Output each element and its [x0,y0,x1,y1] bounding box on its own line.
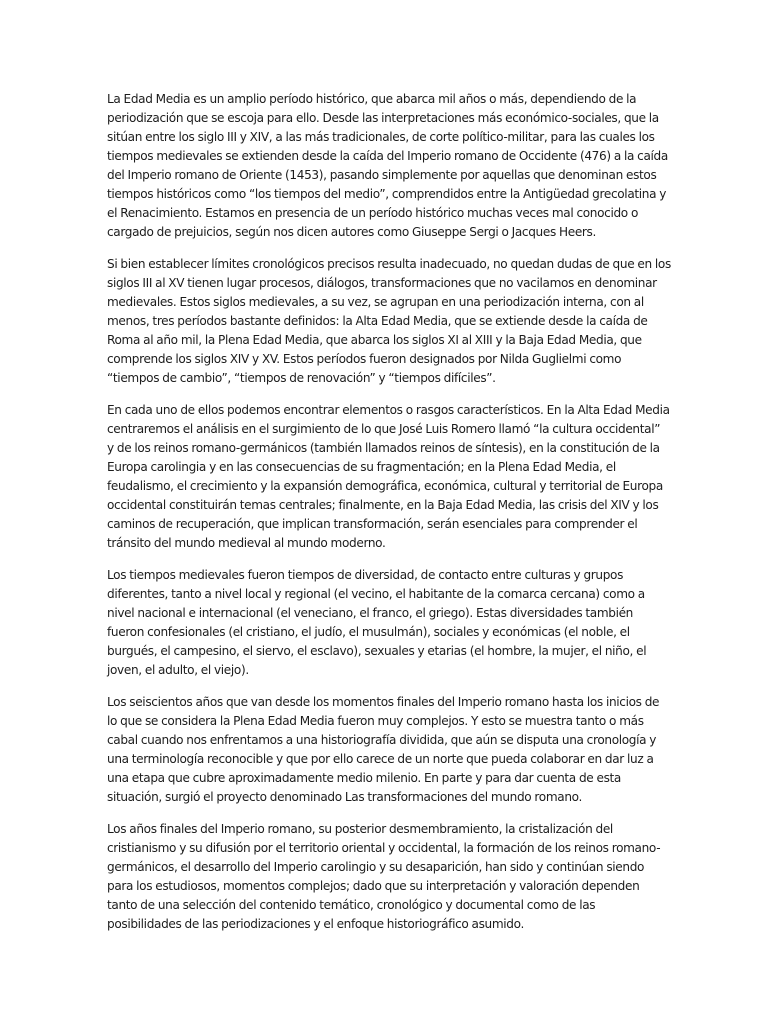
text-line: tanto de una selección del contenido temático, cronológico y documental como de las [107,898,596,912]
text-line: y de los reinos romano-germánicos (también llamados reinos de síntesis), en la constitución de la [107,441,660,455]
text-line: siglos III al XV tienen lugar procesos, diálogos, transformaciones que no vacilamos en denominar [107,276,657,290]
text-line: cargado de prejuicios, según nos dicen autores como Giuseppe Sergi o Jacques Heers. [107,225,596,239]
text-line: germánicos, el desarrollo del Imperio carolingio y su desaparición, han sido y continúan siendo [107,860,645,874]
paragraph-2 [107,255,671,388]
text-line: posibilidades de las periodizaciones y el enfoque historiográfico asumido. [107,917,524,931]
text-line: “tiempos de cambio”, “tiempos de renovación” y “tiempos difíciles”. [107,371,496,385]
text-line: el Renacimiento. Estamos en presencia de un período histórico muchas veces mal conocido o [107,206,638,220]
text-line: nivel nacional e internacional (el veneciano, el franco, el griego). Estas diversidades también [107,606,633,620]
text-line: medievales. Estos siglos medievales, a su vez, se agrupan en una periodización interna, con al [107,295,644,309]
text-line: burgués, el campesino, el siervo, el esclavo), sexuales y etarias (el hombre, la mujer, el niño, el [107,644,647,658]
text-line: occidental constituirán temas centrales; finalmente, en la Baja Edad Media, las crisis del XIV y los [107,498,659,512]
text-line: cristianismo y su difusión por el territorio oriental y occidental, la formación de los reinos romano- [107,841,661,855]
text-line: del Imperio romano de Oriente (1453), pasando simplemente por aquellas que denominan estos [107,168,657,182]
paragraph-4 [107,566,662,680]
text-line: diferentes, tanto a nivel local y regional (el vecino, el habitante de la comarca cercana) como a [107,587,645,601]
text-line: tránsito del mundo medieval al mundo moderno. [107,536,386,550]
text-line: cabal cuando nos enfrentamos a una historiografía dividida, que aún se disputa una cronología y [107,733,657,747]
text-line: tiempos históricos como “los tiempos del medio”, comprendidos entre la Antigüedad grecolatina y [107,187,667,201]
text-line: tiempos medievales se extienden desde la caída del Imperio romano de Occidente (476) a la caída [107,149,668,163]
text-line: menos, tres períodos bastante definidos: la Alta Edad Media, que se extiende desde la caída de [107,314,648,328]
text-line: joven, el adulto, el viejo). [107,663,249,677]
text-line: caminos de recuperación, que implican transformación, serán esenciales para comprender el [107,517,638,531]
paragraph-1 [107,90,668,242]
text-line: Los seiscientos años que van desde los momentos finales del Imperio romano hasta los inicios de [107,695,660,709]
text-line: centraremos el análisis en el surgimiento de lo que José Luis Romero llamó “la cultura occidental” [107,422,661,436]
text-line: comprende los siglos XIV y XV. Estos períodos fueron designados por Nilda Guglielmi como [107,352,622,366]
text-line: una etapa que cubre aproximadamente medio milenio. En parte y para dar cuenta de esta [107,771,621,785]
text-line: La Edad Media es un amplio período histórico, que abarca mil años o más, dependiendo de la [107,92,637,106]
paragraph-5 [107,693,662,807]
text-line: para los estudiosos, momentos complejos; dado que su interpretación y valoración dependen [107,879,640,893]
text-line: situación, surgió el proyecto denominado Las transformaciones del mundo romano. [107,790,582,804]
text-line: fueron confesionales (el cristiano, el judío, el musulmán), sociales y económicas (el noble, el [107,625,630,639]
text-line: Europa carolingia y en las consecuencias de su fragmentación; en la Plena Edad Media, el [107,460,616,474]
text-line: feudalismo, el crecimiento y la expansión demográfica, económica, cultural y territorial de Europa [107,479,663,493]
text-line: una terminología reconocible y que por ello carece de un norte que pueda colaborar en dar luz a [107,752,654,766]
text-line: Los tiempos medievales fueron tiempos de diversidad, de contacto entre culturas y grupos [107,568,624,582]
text-line: Si bien establecer límites cronológicos precisos resulta inadecuado, no quedan dudas de que en los [107,257,671,271]
text-line: Roma al año mil, la Plena Edad Media, que abarca los siglos XI al XIII y la Baja Edad Media, que [107,333,642,347]
text-line: Los años finales del Imperio romano, su posterior desmembramiento, la cristalización del [107,822,613,836]
paragraph-3 [107,401,670,553]
text-line: sitúan entre los siglo III y XIV, a las más tradicionales, de corte político-militar, para las cuales los [107,130,655,144]
paragraph-6 [107,820,662,934]
text-line: periodización que se escoja para ello. Desde las interpretaciones más económico-sociales, que la [107,111,659,125]
text-line: En cada uno de ellos podemos encontrar elementos o rasgos característicos. En la Alta Edad Media [107,403,670,417]
document-body [107,90,671,947]
text-line: lo que se considera la Plena Edad Media fueron muy complejos. Y esto se muestra tanto o más [107,714,644,728]
